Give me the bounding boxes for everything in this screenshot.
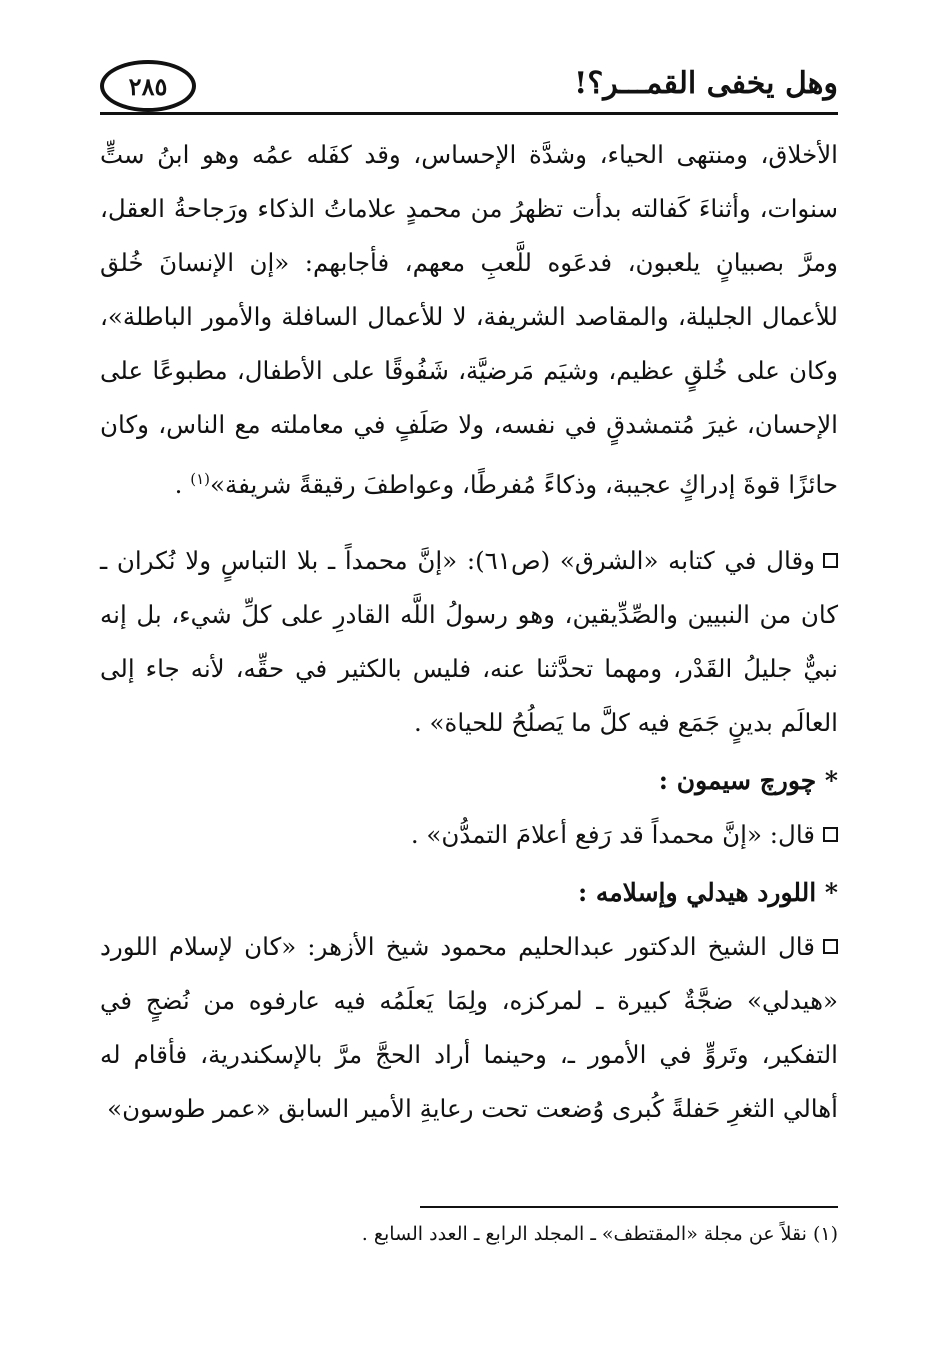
paragraph-3 [100, 808, 838, 862]
running-title: وهل يخفى القمـــر؟! [574, 66, 838, 101]
main-text [100, 128, 838, 1136]
paragraph-1-end: . [174, 470, 191, 500]
paragraph-3-text: قال: «إنَّ محمداً قد رَفع أعلامَ التمدُّن» . [410, 820, 815, 850]
page-header [100, 58, 838, 114]
paragraph-1 [100, 128, 838, 512]
footnote: (١) نقلاً عن مجلة «المقتطف» ـ المجلد الرابع ـ العدد السابع . [361, 1223, 838, 1245]
paragraph-2-text: وقال في كتابه «الشرق» (ص٦١): «إنَّ محمداً ـ بلا التباسٍ ولا نُكران ـ كان من النبيين والصِّدِّيقين، وهو رسولُ اللَّه القادرِ على كلِّ شيء، بل إنه نبيٌّ جليلُ القَدْر، ومهما تحدَّثنا عنه، فليس بالكثير في حقِّه، لأنه جاء إلى العالَم بدينٍ جَمَع فيه كلَّ ما يَصلُحُ للحياة» . [100, 546, 838, 738]
paragraph-1-text: الأخلاق، ومنتهى الحياء، وشدَّة الإحساس، وقد كفَله عمُه وهو ابنُ ستٍّ سنوات، وأثناءَ كَفالته بدأت تظهرُ من محمدٍ علاماتُ الذكاء ورَجاحةُ العقل، ومرَّ بصبيانٍ يلعبون، فدعَوه للَّعبِ معهم، فأجابهم: «إن الإنسانَ خُلق للأعمال الجليلة، والمقاصد الشريفة، لا للأعمال السافلة والأمور الباطلة»، وكان على خُلقٍ عظيم، وشيَم مَرضيَّة، شَفُوقًا على الأطفال، مطبوعًا على الإحسان، غيرَ مُتمشدقٍ في نفسه، ولا صَلَفٍ في معاملته مع الناس، وكان حائزًا قوةَ إدراكٍ عجيبة، وذكاءً مُفرطًا، وعواطفَ رقيقةً شريفة» [100, 140, 838, 500]
section-heading-george-simon: * چورچ سيمون : [658, 766, 838, 796]
paragraph-2 [100, 534, 838, 750]
square-bullet-icon [823, 939, 838, 954]
square-bullet-icon [823, 553, 838, 568]
page-number: ٢٨٥ [100, 60, 196, 112]
section-heading-lord-headley: * اللورد هيدلي وإسلامه : [577, 878, 838, 908]
header-rule [100, 112, 838, 115]
paragraph-4-text: قال الشيخ الدكتور عبدالحليم محمود شيخ الأزهر: «كان لإسلام اللورد «هيدلي» ضجَّةٌ كبيرة ـ لمركزه، ولِمَا يَعلَمُه فيه عارفوه من نُضجٍ في التفكير، وتَروٍّ في الأمور ـ، وحينما أراد الحجَّ مرَّ بالإسكندرية، فأقام له أهالي الثغرِ حَفلةً كُبرى وُضعت تحت رعايةِ الأمير السابق «عمر طوسون» [100, 932, 838, 1124]
footnote-reference: (١) [190, 470, 210, 488]
square-bullet-icon [823, 827, 838, 842]
paragraph-4 [100, 920, 838, 1136]
footnote-rule [420, 1206, 838, 1208]
